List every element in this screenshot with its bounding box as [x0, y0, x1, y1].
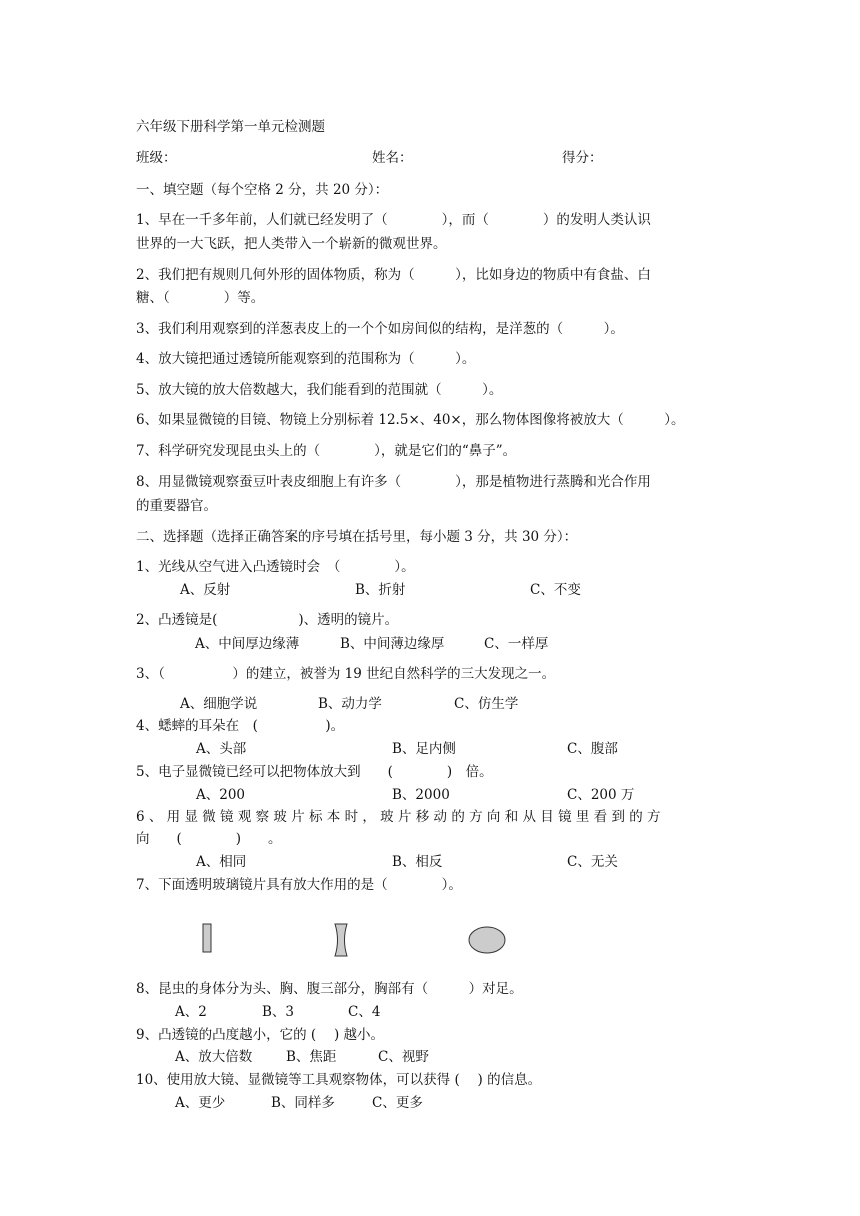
choice-question-10: 10、使用放大镜、显微镜等工具观察物体，可以获得 ( ) 的信息。	[136, 1072, 542, 1088]
fill-question-8-line1: 8、用显微镜观察蚕豆叶表皮细胞上有许多（ ），那是植物进行蒸腾和光合作用	[136, 474, 651, 490]
choice-1-option-b: B、折射	[355, 582, 406, 598]
choice-question-6-line2: 向 ( ) 。	[136, 831, 282, 847]
fill-question-4: 4、放大镜把通过透镜所能观察到的范围称为（ ）。	[136, 351, 476, 367]
choice-4-option-a: A、头部	[196, 741, 247, 757]
convex-lens-icon	[466, 924, 508, 956]
class-label: 班级：	[136, 150, 177, 166]
choice-8-option-c: C、4	[348, 1004, 381, 1020]
choice-6-option-b: B、相反	[392, 854, 443, 870]
choice-question-1: 1、光线从空气进入凸透镜时会 （ ）。	[136, 559, 415, 575]
choice-1-option-a: A、反射	[180, 582, 231, 598]
fill-question-5: 5、放大镜的放大倍数越大，我们能看到的范围就（ ）。	[136, 382, 503, 398]
choice-question-9: 9、凸透镜的凸度越小，它的 ( ) 越小。	[136, 1027, 384, 1043]
choice-9-option-c: C、视野	[378, 1049, 429, 1065]
concave-lens-icon	[333, 922, 349, 958]
choice-5-option-b: B、2000	[392, 787, 450, 803]
choice-1-option-c: C、不变	[530, 582, 581, 598]
fill-question-8-line2: 的重要器官。	[136, 498, 217, 514]
choice-10-option-b: B、同样多	[271, 1095, 335, 1111]
choice-3-option-a: A、细胞学说	[180, 696, 258, 712]
choice-4-option-c: C、腹部	[567, 741, 618, 757]
flat-lens-icon	[200, 922, 214, 954]
score-label: 得分：	[562, 150, 603, 166]
choice-question-8: 8、昆虫的身体分为头、胸、腹三部分，胸部有（ ）对足。	[136, 981, 523, 997]
fill-question-6: 6、如果显微镜的目镜、物镜上分别标着 12.5×、40×，那么物体图像将被放大（ ）。	[136, 412, 685, 428]
choice-5-option-c: C、200 万	[567, 787, 635, 803]
choice-9-option-b: B、焦距	[286, 1049, 337, 1065]
choice-question-4: 4、蟋蟀的耳朵在 ( )。	[136, 718, 345, 734]
fill-question-2-line2: 糖、（ ）等。	[136, 290, 265, 306]
choice-8-option-b: B、3	[262, 1004, 295, 1020]
section2-heading: 二、选择题（选择正确答案的序号填在括号里，每小题 3 分，共 30 分）：	[136, 529, 578, 545]
choice-10-option-c: C、更多	[372, 1095, 423, 1111]
choice-8-option-a: A、2	[175, 1004, 207, 1020]
choice-3-option-c: C、仿生学	[454, 696, 519, 712]
choice-9-option-a: A、放大倍数	[175, 1049, 253, 1065]
choice-10-option-a: A、更少	[175, 1095, 226, 1111]
choice-2-option-a: A、中间厚边缘薄	[195, 636, 300, 652]
choice-2-option-c: C、一样厚	[484, 636, 549, 652]
choice-question-7: 7、下面透明玻璃镜片具有放大作用的是（ ）。	[136, 877, 462, 893]
fill-question-1-line1: 1、早在一千多年前，人们就已经发明了（ ），而（ ）的发明人类认识	[136, 212, 651, 228]
choice-question-2: 2、凸透镜是( )、透明的镜片。	[136, 612, 399, 628]
choice-4-option-b: B、足内侧	[392, 741, 456, 757]
choice-question-5: 5、电子显微镜已经可以把物体放大到 ( ) 倍。	[136, 764, 493, 780]
fill-question-2-line1: 2、我们把有规则几何外形的固体物质，称为（ ），比如身边的物质中有食盐、白	[136, 267, 651, 283]
choice-6-option-a: A、相同	[196, 854, 247, 870]
fill-question-7: 7、科学研究发现昆虫头上的（ ），就是它们的“鼻子”。	[136, 443, 517, 459]
choice-question-6-line1: 6 、 用 显 微 镜 观 察 玻 片 标 本 时 ， 玻 片 移 动 的 方 向 和 从 目 镜 里 看 到 的 方	[136, 809, 661, 825]
page-title: 六年级下册科学第一单元检测题	[136, 119, 325, 135]
fill-question-3: 3、我们利用观察到的洋葱表皮上的一个个如房间似的结构，是洋葱的（ ）。	[136, 321, 624, 337]
name-label: 姓名：	[372, 150, 413, 166]
choice-6-option-c: C、无关	[567, 854, 618, 870]
choice-2-option-b: B、中间薄边缘厚	[340, 636, 445, 652]
fill-question-1-line2: 世界的一大飞跃，把人类带入一个崭新的微观世界。	[136, 236, 447, 252]
section1-heading: 一、填空题（每个空格 2 分，共 20 分）：	[136, 182, 389, 198]
choice-5-option-a: A、200	[196, 787, 246, 803]
choice-3-option-b: B、动力学	[318, 696, 382, 712]
choice-question-3: 3、（ ）的建立，被誉为 19 世纪自然科学的三大发现之一。	[136, 666, 556, 682]
